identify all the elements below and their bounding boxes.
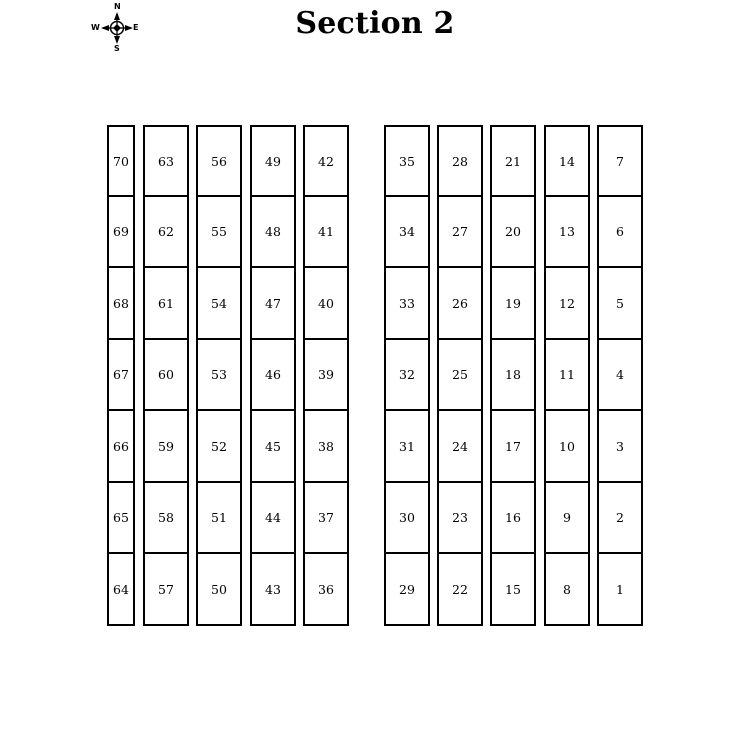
plot-64[interactable]: 64 [107,554,135,626]
plot-41[interactable]: 41 [303,197,349,268]
plot-36[interactable]: 36 [303,554,349,626]
plot-7[interactable]: 7 [597,125,643,197]
plot-43[interactable]: 43 [250,554,296,626]
plot-48[interactable]: 48 [250,197,296,268]
plot-26[interactable]: 26 [437,268,483,340]
compass-south-label: S [114,44,120,53]
plot-44[interactable]: 44 [250,483,296,554]
plot-63[interactable]: 63 [143,125,189,197]
plot-19[interactable]: 19 [490,268,536,340]
plot-22[interactable]: 22 [437,554,483,626]
plot-53[interactable]: 53 [196,340,242,411]
plot-24[interactable]: 24 [437,411,483,483]
plot-50[interactable]: 50 [196,554,242,626]
compass-west-label: W [91,23,100,32]
plot-51[interactable]: 51 [196,483,242,554]
plot-13[interactable]: 13 [544,197,590,268]
plot-62[interactable]: 62 [143,197,189,268]
plot-10[interactable]: 10 [544,411,590,483]
plot-25[interactable]: 25 [437,340,483,411]
plot-28[interactable]: 28 [437,125,483,197]
plot-69[interactable]: 69 [107,197,135,268]
plot-1[interactable]: 1 [597,554,643,626]
plot-30[interactable]: 30 [384,483,430,554]
plot-29[interactable]: 29 [384,554,430,626]
plot-15[interactable]: 15 [490,554,536,626]
plot-23[interactable]: 23 [437,483,483,554]
plot-8[interactable]: 8 [544,554,590,626]
plot-33[interactable]: 33 [384,268,430,340]
plot-37[interactable]: 37 [303,483,349,554]
plot-56[interactable]: 56 [196,125,242,197]
plot-54[interactable]: 54 [196,268,242,340]
plot-11[interactable]: 11 [544,340,590,411]
plot-61[interactable]: 61 [143,268,189,340]
plot-47[interactable]: 47 [250,268,296,340]
plot-12[interactable]: 12 [544,268,590,340]
compass-north-label: N [114,2,121,11]
plot-58[interactable]: 58 [143,483,189,554]
plot-2[interactable]: 2 [597,483,643,554]
plot-3[interactable]: 3 [597,411,643,483]
compass-east-label: E [133,23,139,32]
plot-66[interactable]: 66 [107,411,135,483]
plot-42[interactable]: 42 [303,125,349,197]
plot-70[interactable]: 70 [107,125,135,197]
plot-55[interactable]: 55 [196,197,242,268]
plot-20[interactable]: 20 [490,197,536,268]
plot-40[interactable]: 40 [303,268,349,340]
plot-65[interactable]: 65 [107,483,135,554]
plot-17[interactable]: 17 [490,411,536,483]
plot-52[interactable]: 52 [196,411,242,483]
plot-60[interactable]: 60 [143,340,189,411]
plot-39[interactable]: 39 [303,340,349,411]
plot-6[interactable]: 6 [597,197,643,268]
plot-32[interactable]: 32 [384,340,430,411]
plot-59[interactable]: 59 [143,411,189,483]
plot-35[interactable]: 35 [384,125,430,197]
plot-34[interactable]: 34 [384,197,430,268]
plot-45[interactable]: 45 [250,411,296,483]
plot-57[interactable]: 57 [143,554,189,626]
plot-38[interactable]: 38 [303,411,349,483]
plot-21[interactable]: 21 [490,125,536,197]
plot-31[interactable]: 31 [384,411,430,483]
plot-16[interactable]: 16 [490,483,536,554]
plot-68[interactable]: 68 [107,268,135,340]
plot-14[interactable]: 14 [544,125,590,197]
plot-5[interactable]: 5 [597,268,643,340]
plot-18[interactable]: 18 [490,340,536,411]
plot-46[interactable]: 46 [250,340,296,411]
section-title: Section 2 [295,6,455,41]
plot-9[interactable]: 9 [544,483,590,554]
plot-49[interactable]: 49 [250,125,296,197]
plot-27[interactable]: 27 [437,197,483,268]
plot-67[interactable]: 67 [107,340,135,411]
plot-4[interactable]: 4 [597,340,643,411]
